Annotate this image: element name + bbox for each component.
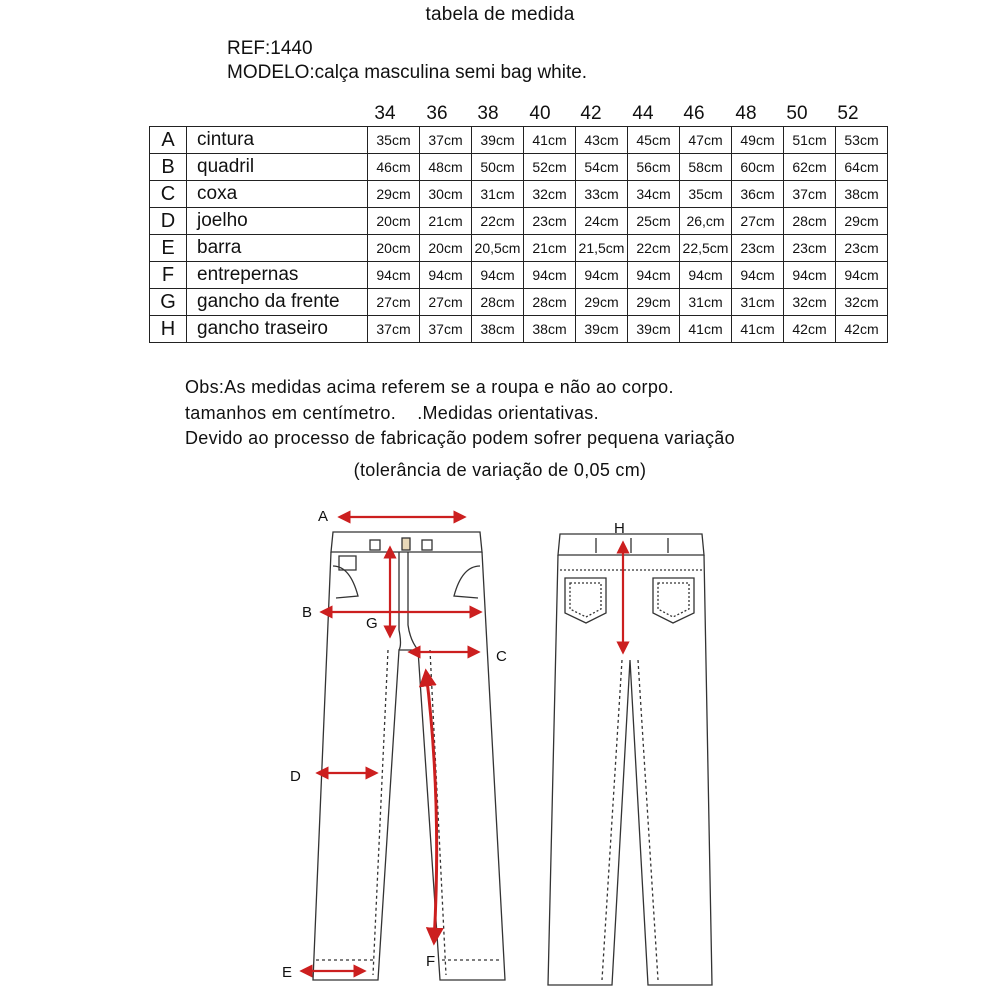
measure-value-cell: 29cm [836,208,888,235]
size-label: 36 [426,103,448,124]
table-row [150,181,888,208]
diagram-label-e: E [282,964,293,981]
table-row [150,289,888,316]
measure-value-cell: 58cm [680,154,732,181]
row-letter: F [150,262,187,289]
measure-value-cell: 94cm [836,262,888,289]
product-ref: REF:1440 [227,38,313,59]
diagram-label-d: D [290,768,301,785]
measurement-table [149,126,888,343]
note-line-1: Obs:As medidas acima referem se a roupa e não ao corpo. [185,377,674,397]
note-line-2: tamanhos em centímetro. .Medidas orientativas. [185,403,599,423]
measure-value-cell: 37cm [784,181,836,208]
measure-value-cell: 94cm [472,262,524,289]
measure-value-cell: 28cm [472,289,524,316]
note-line-3: Devido ao processo de fabricação podem sofrer pequena variação [185,428,735,448]
product-model: MODELO:calça masculina semi bag white. [227,62,588,83]
measure-value-cell: 34cm [628,181,680,208]
measure-value-cell: 52cm [524,154,576,181]
measure-value-cell: 41cm [732,316,784,343]
table-row [150,316,888,343]
measure-value-cell: 94cm [732,262,784,289]
measure-value-cell: 33cm [576,181,628,208]
measure-value-cell: 28cm [784,208,836,235]
row-letter: D [150,208,187,235]
measure-value-cell: 27cm [368,289,420,316]
measure-value-cell: 22cm [472,208,524,235]
measure-value-cell: 49cm [732,127,784,154]
measure-value-cell: 45cm [628,127,680,154]
row-measure-name: gancho traseiro [187,316,368,343]
measure-value-cell: 36cm [732,181,784,208]
diagram-label-c: C [496,648,507,665]
measure-value-cell: 60cm [732,154,784,181]
measure-value-cell: 28cm [524,289,576,316]
size-label: 42 [580,103,602,124]
measure-value-cell: 64cm [836,154,888,181]
size-label: 44 [632,103,654,124]
measure-value-cell: 35cm [368,127,420,154]
measure-value-cell: 23cm [784,235,836,262]
measure-value-cell: 39cm [628,316,680,343]
size-label: 48 [735,103,757,124]
measure-value-cell: 35cm [680,181,732,208]
size-label: 50 [786,103,808,124]
measure-value-cell: 20cm [368,235,420,262]
measure-value-cell: 23cm [836,235,888,262]
measure-value-cell: 20,5cm [472,235,524,262]
measure-value-cell: 42cm [836,316,888,343]
measure-value-cell: 21cm [420,208,472,235]
size-header-row [0,103,1000,127]
measure-value-cell: 47cm [680,127,732,154]
measure-value-cell: 22,5cm [680,235,732,262]
row-measure-name: joelho [187,208,368,235]
table-row [150,208,888,235]
measure-value-cell: 53cm [836,127,888,154]
measure-value-cell: 31cm [472,181,524,208]
measure-value-cell: 22cm [628,235,680,262]
diagram-label-a: A [318,508,329,525]
measure-value-cell: 21cm [524,235,576,262]
row-letter: A [150,127,187,154]
row-measure-name: barra [187,235,368,262]
size-label: 46 [683,103,705,124]
measure-value-cell: 20cm [420,235,472,262]
back-pants-drawing [548,534,712,985]
measure-value-cell: 48cm [420,154,472,181]
measure-value-cell: 26,cm [680,208,732,235]
row-letter: C [150,181,187,208]
size-label: 52 [837,103,859,124]
measure-value-cell: 21,5cm [576,235,628,262]
measure-value-cell: 23cm [524,208,576,235]
row-letter: G [150,289,187,316]
measure-value-cell: 27cm [420,289,472,316]
table-row [150,127,888,154]
measure-value-cell: 38cm [836,181,888,208]
measure-value-cell: 29cm [576,289,628,316]
page-title: tabela de medida [425,4,575,25]
row-measure-name: quadril [187,154,368,181]
measure-value-cell: 32cm [784,289,836,316]
measure-value-cell: 38cm [472,316,524,343]
row-measure-name: coxa [187,181,368,208]
diagram-label-f: F [426,953,436,970]
row-measure-name: gancho da frente [187,289,368,316]
measure-value-cell: 27cm [732,208,784,235]
size-label: 40 [529,103,551,124]
size-label: 34 [374,103,396,124]
front-pants-drawing [313,532,505,980]
row-letter: B [150,154,187,181]
tolerance-note: (tolerância de variação de 0,05 cm) [353,460,647,480]
measure-value-cell: 94cm [524,262,576,289]
measure-value-cell: 23cm [732,235,784,262]
measure-value-cell: 54cm [576,154,628,181]
measure-value-cell: 31cm [732,289,784,316]
row-measure-name: entrepernas [187,262,368,289]
table-row [150,262,888,289]
measure-value-cell: 37cm [420,127,472,154]
measure-value-cell: 94cm [420,262,472,289]
size-label: 38 [477,103,499,124]
measure-value-cell: 94cm [628,262,680,289]
measure-value-cell: 37cm [368,316,420,343]
measure-value-cell: 39cm [472,127,524,154]
measure-value-cell: 30cm [420,181,472,208]
row-measure-name: cintura [187,127,368,154]
measure-value-cell: 50cm [472,154,524,181]
measure-value-cell: 32cm [524,181,576,208]
measure-value-cell: 37cm [420,316,472,343]
row-letter: H [150,316,187,343]
diagram-label-h: H [614,520,625,537]
measure-value-cell: 41cm [524,127,576,154]
measure-value-cell: 32cm [836,289,888,316]
measure-value-cell: 46cm [368,154,420,181]
measure-value-cell: 94cm [680,262,732,289]
row-letter: E [150,235,187,262]
measure-value-cell: 38cm [524,316,576,343]
measure-value-cell: 42cm [784,316,836,343]
measure-value-cell: 25cm [628,208,680,235]
measure-value-cell: 43cm [576,127,628,154]
table-row [150,235,888,262]
measure-value-cell: 24cm [576,208,628,235]
measure-value-cell: 41cm [680,316,732,343]
diagram-label-g: G [366,615,378,632]
measure-value-cell: 31cm [680,289,732,316]
inseam-arrow [426,672,437,942]
table-row [150,154,888,181]
measure-value-cell: 51cm [784,127,836,154]
measure-value-cell: 29cm [368,181,420,208]
measure-value-cell: 56cm [628,154,680,181]
measure-value-cell: 94cm [784,262,836,289]
measure-value-cell: 29cm [628,289,680,316]
pants-diagram [0,490,1000,1000]
measure-value-cell: 62cm [784,154,836,181]
measure-value-cell: 94cm [576,262,628,289]
measure-value-cell: 39cm [576,316,628,343]
measure-value-cell: 20cm [368,208,420,235]
measure-value-cell: 94cm [368,262,420,289]
diagram-label-b: B [302,604,313,621]
